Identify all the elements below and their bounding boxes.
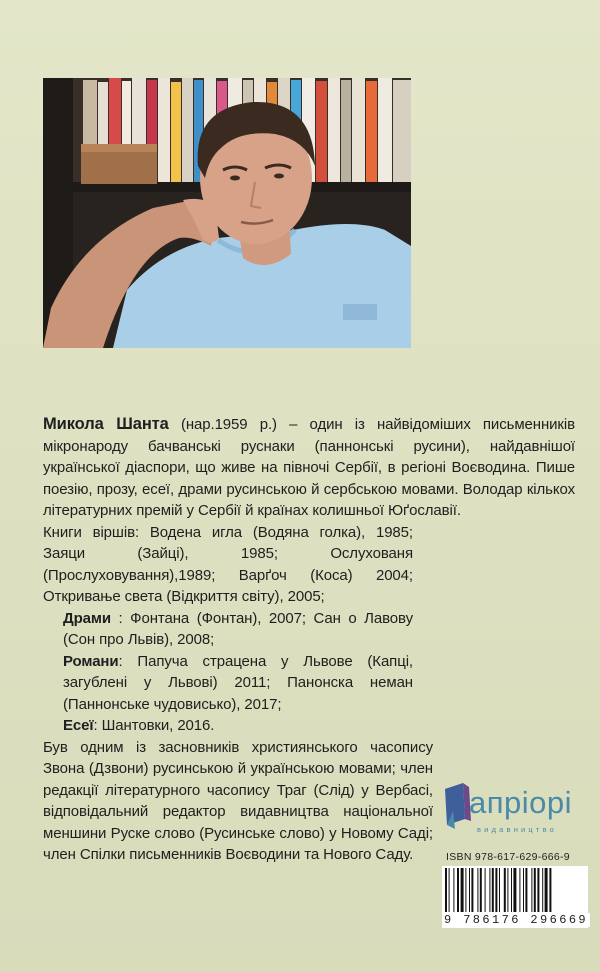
bio-intro-text: (нар.1959 р.) – один із найвідоміших письменників мікронароду бачванські руснаки (паннонські русини), найдавнішої української діаспори, що живе на півночі Сербії, в регіоні Воєводина. Пише поезію, прозу, есеї, драми русинською й сербською мовами. Володар кількох літературних премій у Сербії й країнах колишньої Юґославії. — [43, 416, 575, 519]
barcode-bar — [457, 868, 459, 912]
barcode-bar — [485, 868, 486, 912]
barcode-bar — [542, 868, 543, 912]
bio-essays — [43, 715, 413, 737]
barcode-bar — [492, 868, 494, 912]
bio-novels — [43, 651, 413, 716]
barcode-bar — [531, 868, 532, 912]
barcode-bar — [489, 868, 490, 912]
barcode-bar — [453, 868, 454, 912]
drama-label: Драми — [63, 609, 112, 627]
barcode-bar — [537, 868, 539, 912]
barcode-bar — [511, 868, 512, 912]
barcode-bar — [519, 868, 520, 912]
publisher-name: апріорі — [469, 785, 573, 820]
publisher-subtitle: видавництво — [477, 825, 558, 834]
barcode-bars — [442, 866, 588, 912]
barcode-bar — [465, 868, 466, 912]
barcode-bar — [513, 868, 516, 912]
barcode-bar — [480, 868, 482, 912]
barcode-bar — [449, 868, 450, 912]
drama-text: : Фонтана (Фонтан), 2007; Сан о Лавову (Сон про Львів), 2008; — [63, 609, 413, 648]
bio-drama — [43, 608, 413, 651]
bio-outro: Був одним із засновників християнського часопису Звона (Дзвони) русинською й українською мовами; член редакції літературного часопису Траг (Слід) у Вербасі, відповідальний редактор видавництва національної меншини Руске слово (Русинське слово) у Новому Саді; член Спілки письменників Воєводини та Нового Саду. — [43, 738, 433, 863]
barcode-bar — [504, 868, 506, 912]
barcode-bar — [445, 868, 447, 912]
author-photo — [43, 78, 411, 348]
novels-label: Романи — [63, 652, 119, 670]
bio-intro — [43, 414, 575, 522]
publisher-logo — [441, 779, 581, 839]
isbn-label: ISBN 978-617-629-666-9 — [446, 851, 570, 863]
barcode-bar — [495, 868, 497, 912]
barcode-bar — [471, 868, 473, 912]
barcode-bar — [549, 868, 551, 912]
barcode-bar — [525, 868, 527, 912]
essays-label: Есеї — [63, 717, 94, 734]
novels-text: : Папуча страцена у Львове (Капці, загублені у Львові) 2011; Панонска неман (Паннонське чудовисько), 2017; — [63, 652, 413, 713]
author-portrait-image — [43, 78, 411, 348]
barcode-bar — [499, 868, 500, 912]
barcode-bar — [477, 868, 478, 912]
barcode-digits: 9 786176 296669 — [444, 913, 589, 927]
barcode-bar — [461, 868, 464, 912]
author-name: Микола Шанта — [43, 415, 169, 433]
barcode-bar — [507, 868, 508, 912]
barcode-bar — [469, 868, 470, 912]
essays-text: : Шантовки, 2016. — [93, 717, 215, 734]
barcode-bar — [523, 868, 524, 912]
barcode-bar — [534, 868, 536, 912]
barcode-bar — [545, 868, 548, 912]
bio-poems: Книги віршів: Водена игла (Водяна голка), 1985; Заяци (Зайці), 1985; Ослухованя (Прослуховування),1989; Варґоч (Коса) 2004; Откривање света (Відкриття світу), 2005; — [43, 523, 413, 605]
